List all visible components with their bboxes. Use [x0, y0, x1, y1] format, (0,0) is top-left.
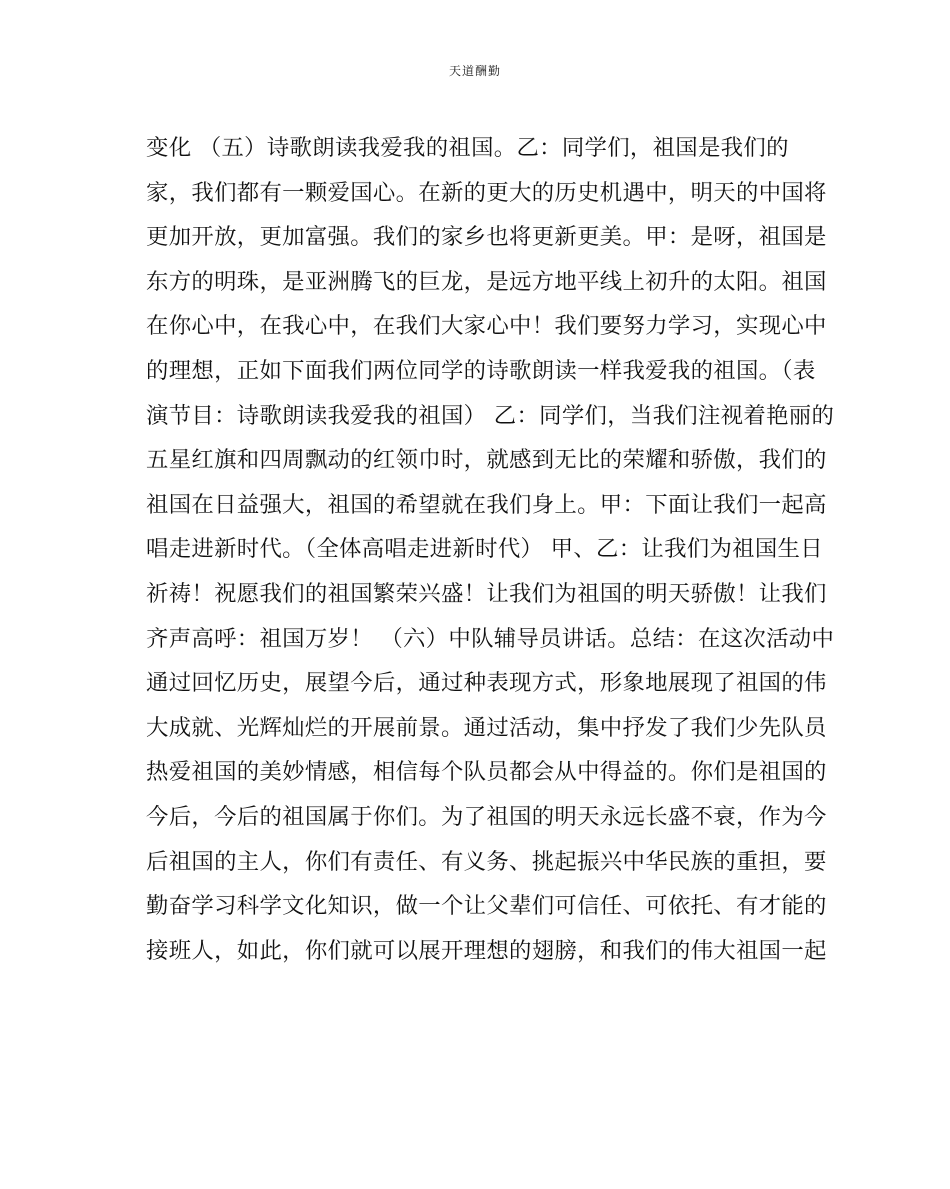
text-line: 祖国在日益强大，祖国的希望就在我们身上。甲：下面让我们一起高 — [146, 491, 827, 518]
text-line: 今后，今后的祖国属于你们。为了祖国的明天永远长盛不衰，作为今 — [146, 803, 827, 830]
page-header: 天道酬勤 — [448, 64, 501, 78]
text-line: 大成就、光辉灿烂的开展前景。通过活动，集中抒发了我们少先队员 — [146, 714, 827, 741]
text-line: 家，我们都有一颗爱国心。在新的更大的历史机遇中，明天的中国将 — [146, 179, 827, 206]
text-line: 在你心中，在我心中，在我们大家心中！我们要努力学习，实现心中 — [146, 313, 827, 340]
text-line: 的理想，正如下面我们两位同学的诗歌朗读一样我爱我的祖国。（表 — [146, 357, 816, 384]
text-line: 通过回忆历史，展望今后，通过种表现方式，形象地展现了祖国的伟 — [146, 670, 827, 697]
text-line: 热爱祖国的美妙情感，相信每个队员都会从中得益的。你们是祖国的 — [146, 759, 827, 786]
text-line: 齐声高呼：祖国万岁！ （六）中队辅导员讲话。总结：在这次活动中 — [146, 625, 835, 652]
text-line: 接班人，如此，你们就可以展开理想的翅膀，和我们的伟大祖国一起 — [146, 937, 827, 964]
text-line: 更加开放，更加富强。我们的家乡也将更新更美。甲：是呀，祖国是 — [146, 224, 827, 251]
text-line: 祈祷！祝愿我们的祖国繁荣兴盛！让我们为祖国的明天骄傲！让我们 — [146, 580, 827, 607]
text-line: 五星红旗和四周飘动的红领巾时，就感到无比的荣耀和骄傲，我们的 — [146, 447, 827, 474]
text-line: 变化 （五）诗歌朗读我爱我的祖国。乙：同学们，祖国是我们的 — [146, 135, 789, 161]
text-line: 东方的明珠，是亚洲腾飞的巨龙，是远方地平线上初升的太阳。祖国 — [146, 268, 827, 295]
text-line: 勤奋学习科学文化知识，做一个让父辈们可信任、可依托、有才能的 — [146, 893, 827, 920]
text-line: 演节目：诗歌朗读我爱我的祖国） 乙：同学们，当我们注视着艳丽的 — [146, 402, 835, 429]
body-text — [146, 126, 835, 973]
text-line: 唱走进新时代。（全体高唱走进新时代） 甲、乙：让我们为祖国生日 — [146, 536, 823, 563]
text-line: 后祖国的主人，你们有责任、有义务、挑起振兴中华民族的重担，要 — [146, 848, 827, 875]
